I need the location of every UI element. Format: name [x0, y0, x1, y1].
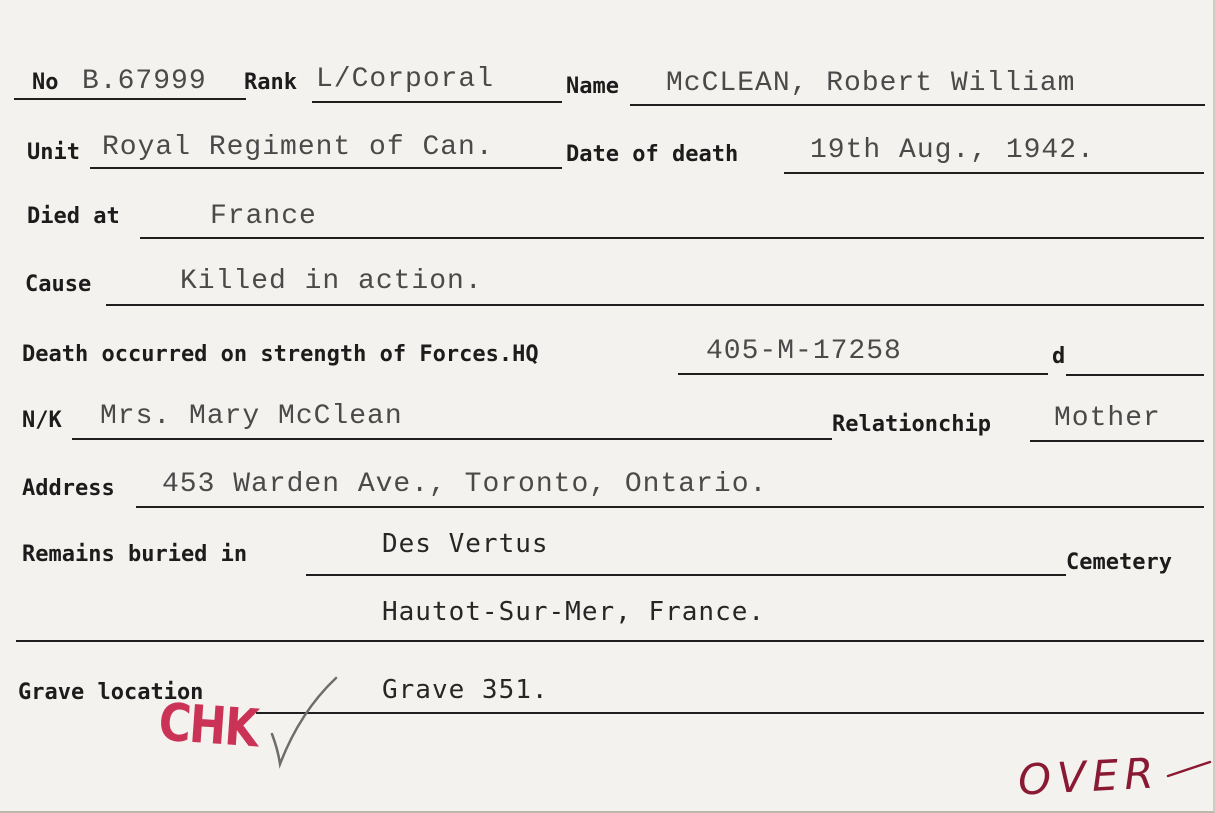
died-at-underline	[140, 237, 1204, 239]
rank-underline	[312, 101, 562, 103]
strength-label: Death occurred on strength of Forces.HQ	[22, 342, 539, 367]
remains-label: Remains buried in	[22, 542, 248, 567]
relationship-value: Mother	[1054, 403, 1161, 434]
name-label: Name	[566, 74, 619, 99]
rank-label: Rank	[244, 70, 297, 95]
name-value: McCLEAN, Robert William	[666, 68, 1076, 99]
grave-location-label: Grave location	[18, 680, 204, 705]
strength-value: 405-M-17258	[706, 336, 902, 367]
strength-suffix-underline	[1066, 374, 1204, 376]
over-note: OVER	[1016, 748, 1161, 805]
checkmark-icon	[266, 672, 346, 772]
address-underline	[136, 506, 1204, 508]
cause-value: Killed in action.	[180, 266, 483, 297]
name-underline	[630, 104, 1205, 106]
unit-label: Unit	[27, 140, 80, 165]
unit-value: Royal Regiment of Can.	[102, 132, 494, 163]
address-value: 453 Warden Ave., Toronto, Ontario.	[162, 469, 768, 500]
remains-underline	[306, 574, 1066, 576]
unit-underline	[90, 167, 562, 169]
strength-underline	[678, 373, 1048, 375]
remains-location: Hautot-Sur-Mer, France.	[382, 597, 766, 627]
date-of-death-value: 19th Aug., 1942.	[810, 135, 1095, 166]
grave-location-underline	[256, 712, 1204, 714]
cause-label: Cause	[25, 272, 92, 297]
nk-label: N/K	[22, 408, 62, 433]
date-of-death-underline	[784, 172, 1204, 174]
rank-value: L/Corporal	[316, 64, 495, 95]
date-of-death-label: Date of death	[566, 142, 739, 167]
service-number: B.67999	[82, 66, 207, 97]
died-at-label: Died at	[27, 204, 120, 229]
strength-suffix: d	[1052, 344, 1066, 369]
chk-stamp: CHK	[156, 692, 260, 760]
died-at-value: France	[210, 201, 317, 232]
cause-underline	[106, 304, 1204, 306]
remains-location-underline	[16, 640, 1204, 642]
remains-value: Des Vertus	[382, 529, 549, 559]
nk-value: Mrs. Mary McClean	[100, 401, 403, 432]
nk-underline	[72, 438, 832, 440]
over-arrow-icon	[1166, 760, 1212, 780]
no-label: No	[32, 70, 59, 95]
cemetery-label: Cemetery	[1066, 550, 1172, 575]
address-label: Address	[22, 476, 115, 501]
relationship-label: Relationchip	[832, 412, 991, 437]
no-underline	[14, 98, 246, 100]
grave-location-value: Grave 351.	[382, 675, 549, 705]
relationship-underline	[1030, 440, 1204, 442]
